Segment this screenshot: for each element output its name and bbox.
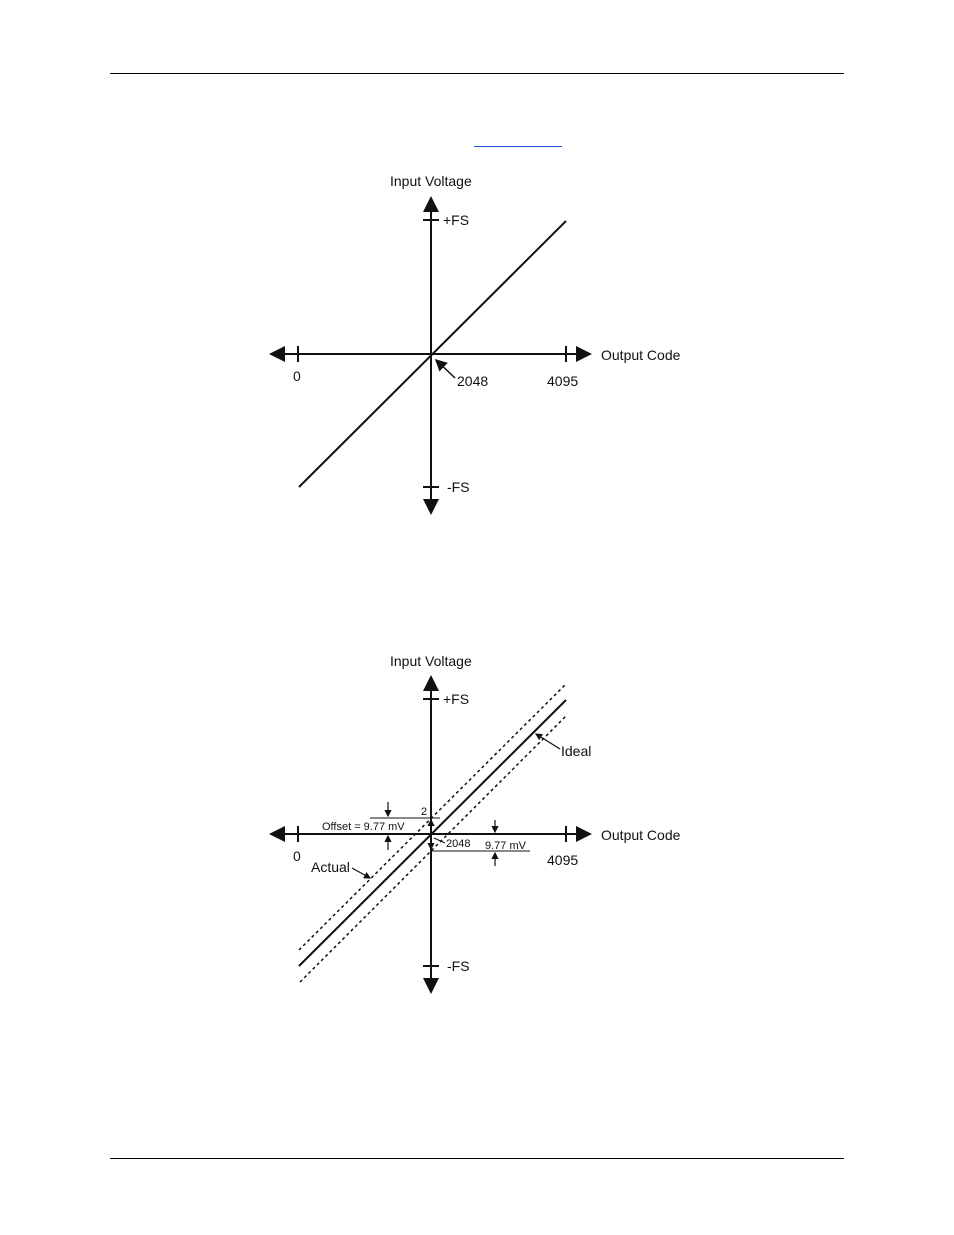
tick-mid-label: 2048 <box>457 373 489 389</box>
marker-2-label: 2 <box>421 806 428 818</box>
offset-error-figure <box>0 645 954 1000</box>
actual-label: Actual <box>311 859 350 875</box>
tick-zero-label: 0 <box>293 368 301 384</box>
ideal-transfer-figure <box>0 165 954 525</box>
ideal-label: Ideal <box>561 743 592 759</box>
header-rule <box>110 73 844 74</box>
tick-max-label: 4095 <box>547 373 579 389</box>
plus-fs-label: +FS <box>443 212 470 228</box>
x-axis-label: Output Code <box>601 827 681 843</box>
tick-zero-label: 0 <box>293 848 301 864</box>
footer-rule <box>110 1158 844 1159</box>
minus-fs-label: -FS <box>447 479 470 495</box>
lower-bound-dotted <box>300 716 566 982</box>
actual-pointer <box>352 868 370 878</box>
pointer-2048 <box>436 360 455 378</box>
x-axis-label: Output Code <box>601 347 681 363</box>
tick-mid-label: 2048 <box>446 838 471 850</box>
plus-fs-label: +FS <box>443 691 470 707</box>
offset-right-label: 9.77 mV <box>485 840 526 852</box>
offset-label: Offset = 9.77 mV <box>322 821 405 833</box>
tick-max-label: 4095 <box>547 852 579 868</box>
ideal-pointer <box>536 734 560 749</box>
cross-reference-link[interactable] <box>474 130 562 147</box>
minus-fs-label: -FS <box>447 958 470 974</box>
y-axis-label: Input Voltage <box>390 653 472 669</box>
y-axis-label: Input Voltage <box>390 173 472 189</box>
upper-bound-dotted <box>299 684 566 950</box>
pointer-2048 <box>434 838 445 843</box>
